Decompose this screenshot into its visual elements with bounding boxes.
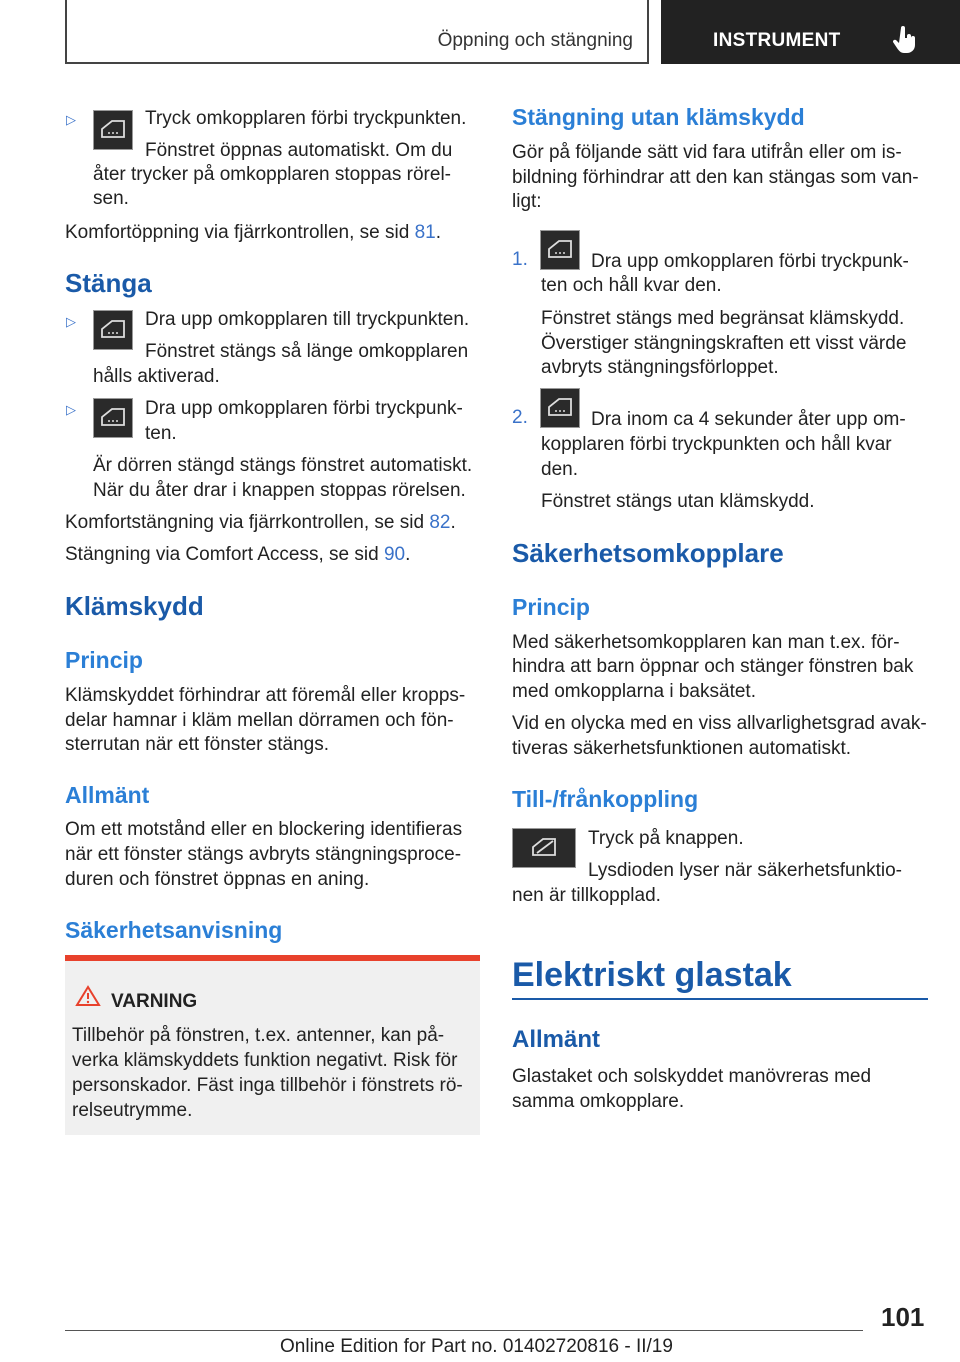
footer-edition: Online Edition for Part no. 01402720816 - II/19 (280, 1336, 673, 1357)
ref-text: Komfortstängning via fjärrkontrollen, se sid (65, 512, 430, 533)
text-line: Tillbehör på fönstren, t.ex. antenner, kan på- (72, 1025, 445, 1046)
heading-rule (512, 998, 928, 1000)
safety-switch-icon (512, 828, 576, 868)
text-line: ten. (145, 423, 177, 444)
text-line: Glastaket och solskyddet manövreras med (512, 1066, 872, 1087)
text-line: samma omkopplare. (512, 1091, 685, 1112)
heading-general: Allmänt (65, 782, 150, 808)
section-header (65, 0, 649, 64)
chapter-title: INSTRUMENT (713, 30, 841, 51)
text-line: tiveras säkerhetsfunktionen automatiskt. (512, 738, 852, 759)
heading-safety: Säkerhetsanvisning (65, 917, 283, 943)
section-title: Öppning och stängning (437, 30, 633, 51)
text-line: Stängning via Comfort Access, se sid 90. (65, 544, 411, 565)
text-line: delar hamnar i kläm mellan dörramen och fön- (65, 710, 454, 731)
text-line: den. (541, 459, 578, 480)
text-line: med omkopplarna i baksätet. (512, 681, 756, 702)
text-line: Gör på följande sätt vid fara utifrån eller om is- (512, 142, 902, 163)
heading-sunroof: Elektriskt glastak (512, 956, 792, 994)
text-line: Överstiger stängningskraften ett visst värde (541, 333, 907, 354)
window-switch-icon (540, 388, 580, 428)
text-line: Fönstret stängs så länge omkopplaren (145, 341, 469, 362)
text-line: Om ett motstånd eller en blockering identifieras (65, 819, 463, 840)
text-line: Vid en olycka med en viss allvarlighetsgrad avak- (512, 713, 927, 734)
text-line: kopplaren förbi tryckpunkten och håll kvar (541, 434, 892, 455)
step-marker: ▷ (66, 112, 76, 127)
text-line: Tryck på knappen. (588, 828, 744, 849)
heading-principle: Princip (512, 594, 590, 620)
text-line: Tryck omkopplaren förbi tryckpunkten. (145, 108, 467, 129)
text-line: Klämskyddet förhindrar att föremål eller kropps- (65, 685, 466, 706)
heading-general: Allmänt (512, 1026, 601, 1053)
heading-safety-switch: Säkerhetsomkopplare (512, 538, 784, 568)
warning-box (65, 955, 480, 1135)
page-link-82[interactable]: 82 (429, 512, 451, 533)
text-line: personskador. Fäst inga tillbehör i fönstrets rö- (72, 1075, 463, 1096)
page-number: 101 (881, 1302, 925, 1332)
ref-text: Stängning via Comfort Access, se sid (65, 544, 384, 565)
text-line: Dra upp omkopplaren förbi tryckpunk- (145, 398, 463, 419)
heading-pinch-protection: Klämskydd (65, 591, 204, 621)
text-line: Fönstret öppnas automatiskt. Om du (145, 140, 453, 161)
warning-label: VARNING (111, 991, 198, 1012)
text-line: Är dörren stängd stängs fönstret automatiskt. (93, 455, 473, 476)
text-line: hålls aktiverad. (93, 366, 220, 387)
text-line: när ett fönster stängs avbryts stängningsproce- (65, 844, 462, 865)
text-line: Dra upp omkopplaren förbi tryckpunk- (591, 251, 909, 272)
heading-close-no-pinch: Stängning utan klämskydd (512, 104, 805, 130)
text-line: Dra upp omkopplaren till tryckpunkten. (145, 309, 470, 330)
warning-triangle-icon (75, 985, 101, 1007)
text-line: Komfortöppning via fjärrkontrollen, se sid 81. (65, 222, 441, 243)
text-line: sterrutan när ett fönster stängs. (65, 734, 330, 755)
text-line: Fönstret stängs med begränsat klämskydd. (541, 308, 905, 329)
text-line: åter trycker på omkopplaren stoppas rörel- (93, 164, 451, 185)
text-line: Lysdioden lyser när säkerhetsfunktio- (588, 860, 903, 881)
text-line: Med säkerhetsomkopplaren kan man t.ex. för- (512, 632, 900, 653)
text-line: nen är tillkopplad. (512, 885, 661, 906)
text-line: ten och håll kvar den. (541, 275, 722, 296)
page-link-90[interactable]: 90 (383, 544, 406, 565)
heading-principle: Princip (65, 647, 143, 673)
text-line: avbryts stängningsförloppet. (541, 357, 779, 378)
window-switch-icon (93, 398, 133, 438)
window-switch-icon (93, 310, 133, 350)
ref-text: Komfortöppning via fjärrkontrollen, se sid (65, 222, 415, 243)
page-link-81[interactable]: 81 (414, 222, 436, 243)
window-switch-icon (93, 110, 133, 150)
text-line: Fönstret stängs utan klämskydd. (541, 491, 815, 512)
footer-rule (65, 1330, 863, 1331)
text-line: verka klämskyddets funktion negativt. Risk för (72, 1050, 458, 1071)
text-line: ligt: (512, 191, 542, 212)
step-marker: ▷ (66, 314, 76, 329)
step-marker: ▷ (66, 402, 76, 417)
heading-close: Stänga (65, 268, 152, 298)
heading-toggle: Till-/frånkoppling (512, 786, 699, 812)
text-line: Dra inom ca 4 sekunder åter upp om- (591, 409, 906, 430)
text-line: duren och fönstret öppnas en aning. (65, 869, 370, 890)
text-line: sen. (93, 188, 129, 209)
text-line: relseutrymme. (72, 1100, 193, 1121)
hand-pointer-icon (893, 26, 917, 54)
chapter-header (661, 0, 960, 64)
text-line: bildning förhindrar att den kan stängas som van- (512, 167, 919, 188)
window-switch-icon (540, 230, 580, 270)
text-line: hindra att barn öppnar och stänger fönstren bak (512, 656, 914, 677)
text-line: Komfortstängning via fjärrkontrollen, se sid 82. (65, 512, 456, 533)
step-number: 2. (512, 407, 528, 428)
text-line: När du åter drar i knappen stoppas rörelsen. (93, 480, 466, 501)
step-number: 1. (512, 249, 528, 270)
